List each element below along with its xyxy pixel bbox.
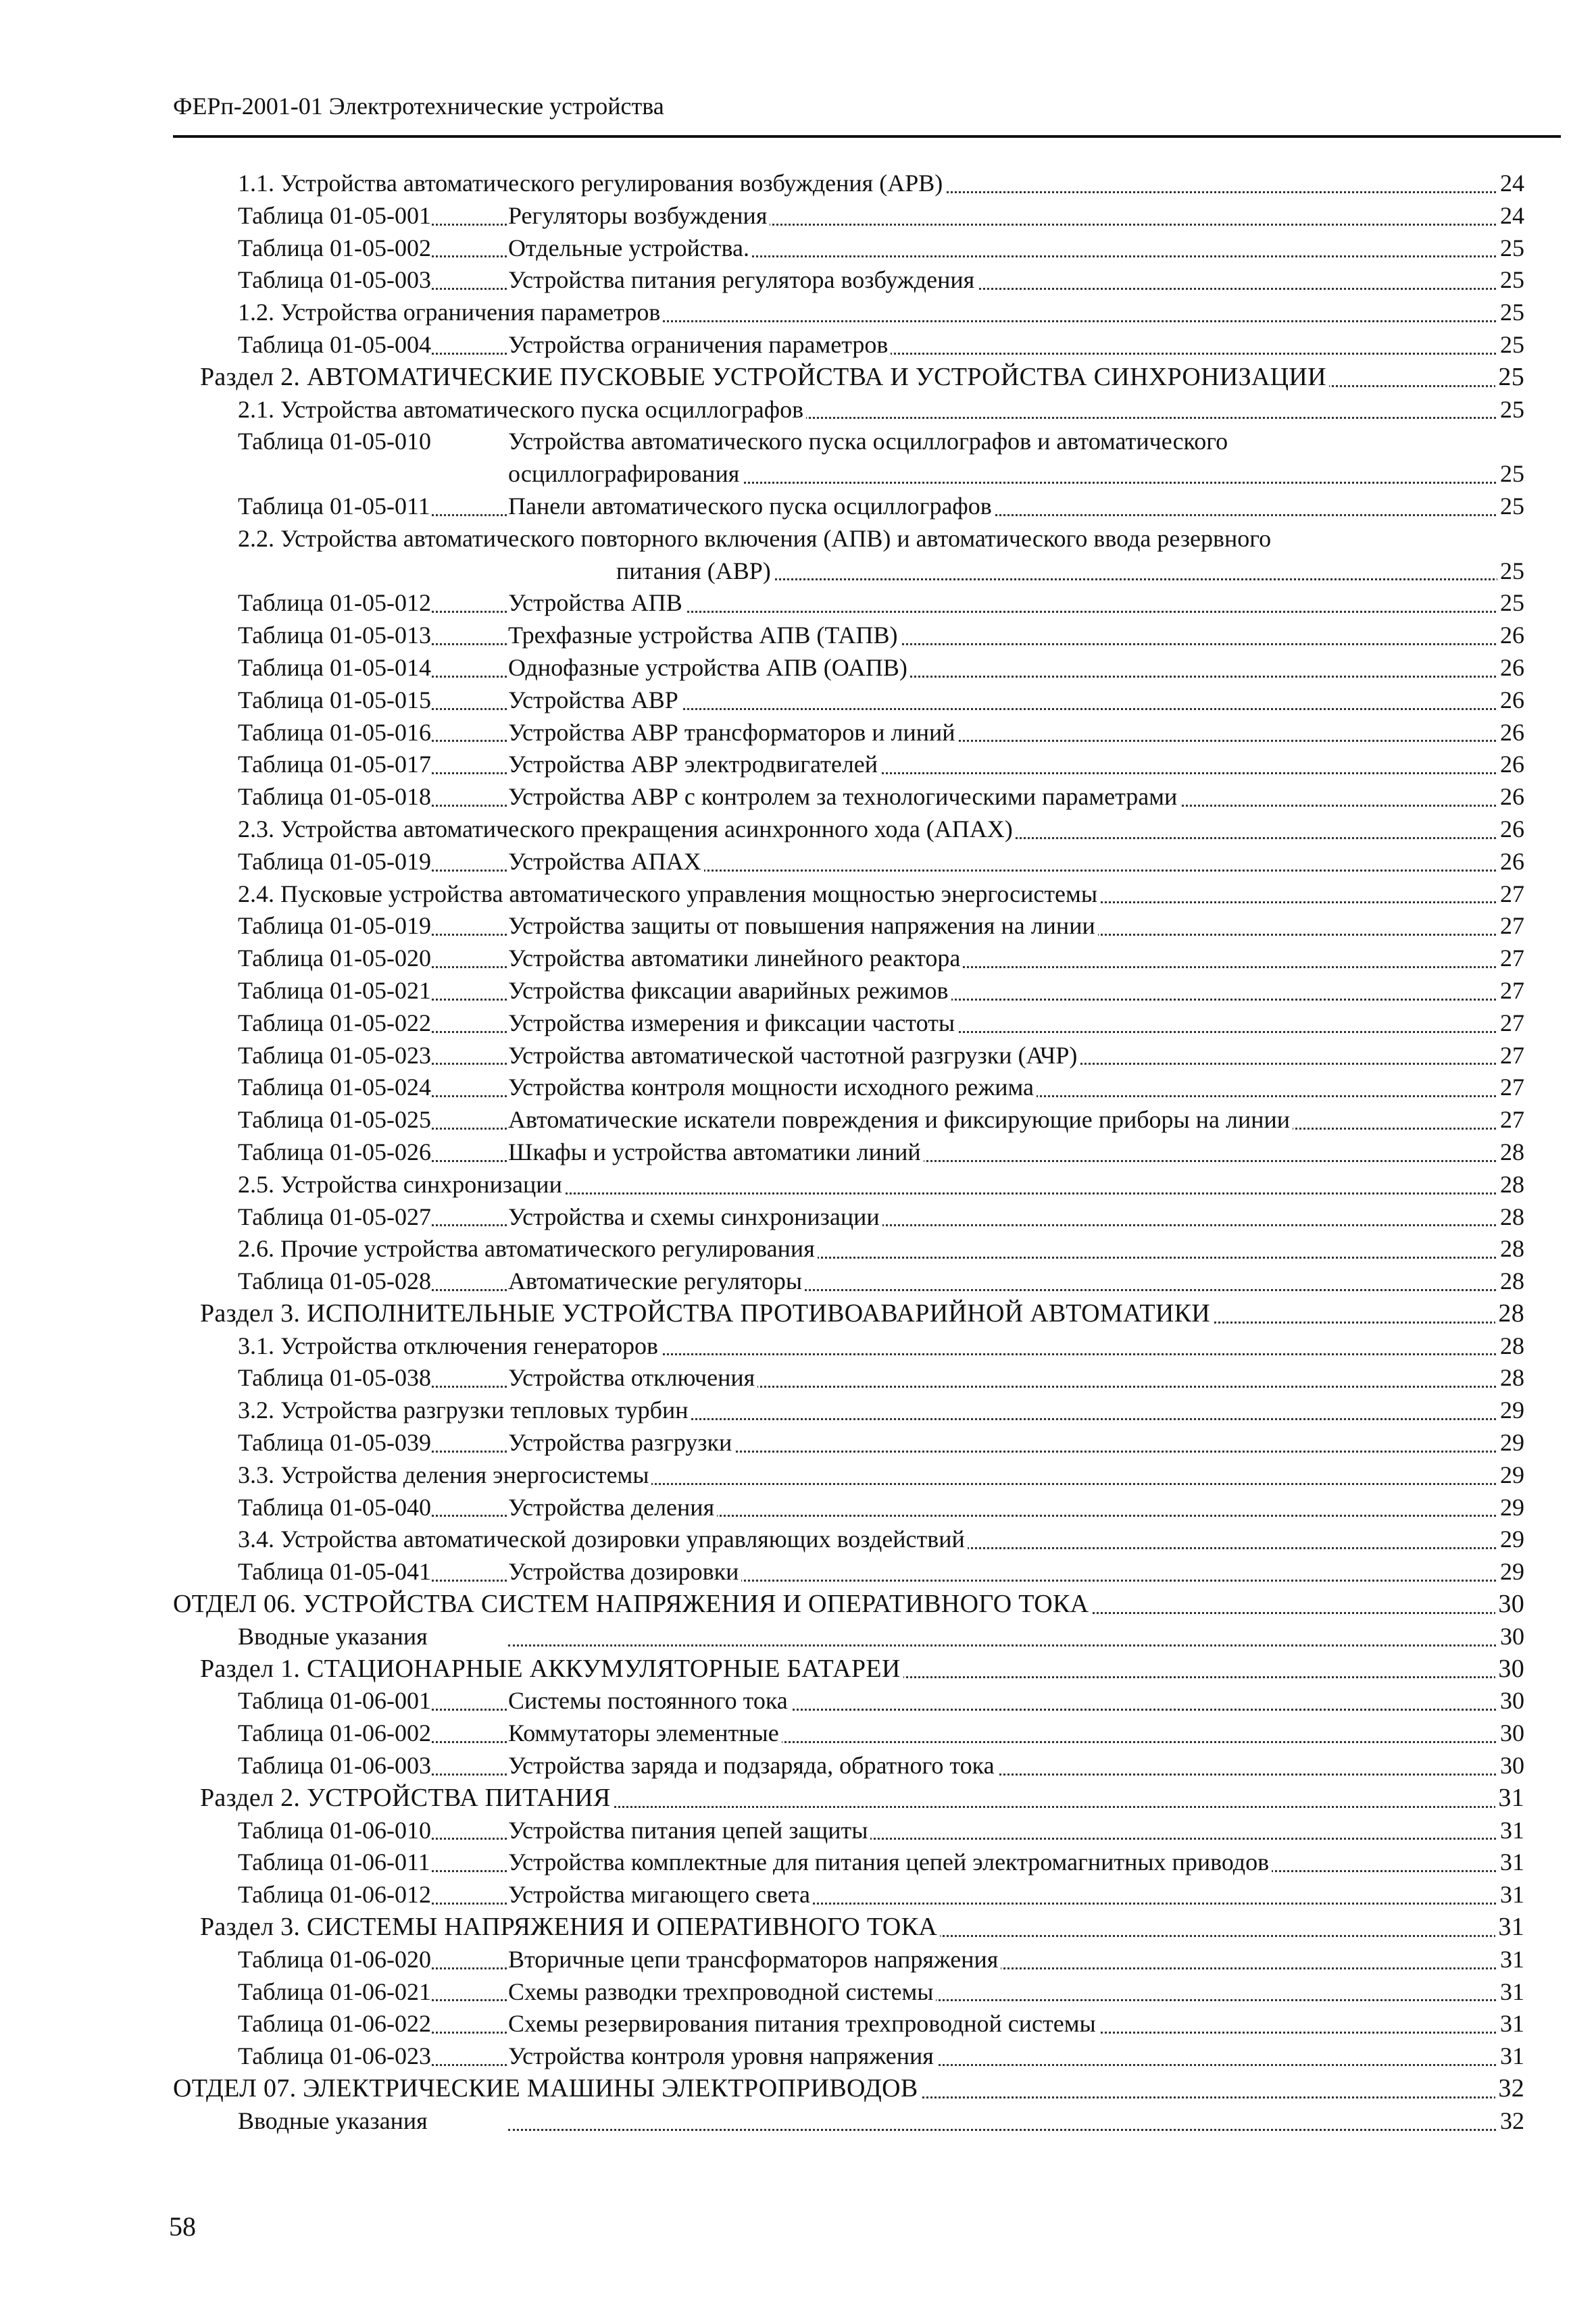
toc-entry-page: 26 bbox=[1497, 717, 1524, 749]
toc-entry-page: 28 bbox=[1497, 1136, 1524, 1169]
toc-entry-label: Таблица 01-05-028 bbox=[238, 1265, 431, 1298]
toc-entry bbox=[173, 297, 1524, 329]
toc-entry-title: Устройства АВР bbox=[508, 684, 681, 717]
toc-entry-title: Устройства отключения bbox=[508, 1362, 757, 1394]
toc-entry-title: ОТДЕЛ 07. ЭЛЕКТРИЧЕСКИЕ МАШИНЫ ЭЛЕКТРОПРИВОДОВ bbox=[173, 2073, 921, 2105]
toc-entry-page: 32 bbox=[1495, 2073, 1524, 2105]
toc-entry-label: Таблица 01-05-013 bbox=[238, 620, 431, 652]
toc-entry-page: 28 bbox=[1497, 1362, 1524, 1394]
toc-entry-title: 2.5. Устройства синхронизации bbox=[238, 1169, 565, 1201]
toc-entry-label: Таблица 01-05-014 bbox=[238, 652, 431, 684]
toc-entry-title: Однофазные устройства АПВ (ОАПВ) bbox=[508, 652, 910, 684]
toc-entry-page: 28 bbox=[1497, 1169, 1524, 1201]
toc-entry-title: Устройства питания регулятора возбуждения bbox=[508, 264, 977, 297]
toc-entry-title: Схемы разводки трехпроводной системы bbox=[508, 1976, 936, 2009]
toc-entry-title: Устройства разгрузки bbox=[508, 1427, 734, 1459]
toc-entry-title: Устройства автоматической частотной разгрузки (АЧР) bbox=[508, 1040, 1080, 1072]
toc-entry-label: Таблица 01-05-017 bbox=[238, 749, 431, 781]
toc-entry-title: Устройства комплектные для питания цепей электромагнитных приводов bbox=[508, 1846, 1272, 1879]
toc-entry-title: 1.2. Устройства ограничения параметров bbox=[238, 297, 663, 329]
toc-entry-label: Таблица 01-05-012 bbox=[238, 587, 431, 620]
toc-entry bbox=[173, 1072, 1524, 1104]
toc-entry bbox=[173, 1394, 1524, 1427]
toc-entry-title: Устройства и схемы синхронизации bbox=[508, 1201, 882, 1234]
toc-entry-label: Таблица 01-05-026 bbox=[238, 1136, 431, 1169]
toc-entry-page: 26 bbox=[1497, 749, 1524, 781]
toc-entry-page: 25 bbox=[1497, 232, 1524, 265]
toc-entry bbox=[173, 1782, 1524, 1815]
toc-entry bbox=[173, 942, 1524, 975]
toc-entry-title: Раздел 3. ИСПОЛНИТЕЛЬНЫЕ УСТРОЙСТВА ПРОТИВОАВАРИЙНОЙ АВТОМАТИКИ bbox=[200, 1298, 1213, 1330]
toc-entry-label: Таблица 01-06-020 bbox=[238, 1944, 431, 1976]
toc-entry bbox=[173, 878, 1524, 911]
toc-entry bbox=[173, 1976, 1524, 2009]
toc-entry-title: Панели автоматического пуска осциллографов bbox=[508, 491, 995, 523]
toc-entry-title: Трехфазные устройства АПВ (ТАПВ) bbox=[508, 620, 901, 652]
toc-entry-page: 30 bbox=[1497, 1621, 1524, 1653]
toc-entry-title: Устройства АВР электродвигателей bbox=[508, 749, 880, 781]
toc-entry-label: Таблица 01-05-040 bbox=[238, 1492, 431, 1524]
toc-entry bbox=[173, 1717, 1524, 1750]
toc-entry-label: Таблица 01-05-023 bbox=[238, 1040, 431, 1072]
toc-entry-label: Таблица 01-05-003 bbox=[238, 264, 431, 297]
toc-entry-page: 26 bbox=[1497, 684, 1524, 717]
toc-entry bbox=[173, 587, 1524, 620]
toc-entry-title: Устройства защиты от повышения напряжения на линии bbox=[508, 910, 1098, 942]
toc-entry-page: 27 bbox=[1497, 1007, 1524, 1040]
toc-entry bbox=[173, 1136, 1524, 1169]
toc-entry bbox=[173, 394, 1524, 426]
toc-entry-label: Таблица 01-05-041 bbox=[238, 1556, 431, 1588]
toc-entry-title: 3.2. Устройства разгрузки тепловых турбин bbox=[238, 1394, 691, 1427]
toc-entry-page: 24 bbox=[1497, 200, 1524, 232]
toc-entry-page: 24 bbox=[1497, 168, 1524, 200]
toc-entry-title: Коммутаторы элементные bbox=[508, 1717, 782, 1750]
toc-entry-page: 29 bbox=[1497, 1524, 1524, 1556]
toc-entry bbox=[173, 1265, 1524, 1298]
toc-entry-title: Устройства АВР трансформаторов и линий bbox=[508, 717, 958, 749]
toc-entry bbox=[173, 1621, 1524, 1653]
toc-entry-page: 27 bbox=[1497, 942, 1524, 975]
toc-entry-page: 26 bbox=[1497, 813, 1524, 846]
page-number: 58 bbox=[169, 2211, 196, 2242]
toc-entry-page: 31 bbox=[1497, 2040, 1524, 2073]
toc-entry-title: Регуляторы возбуждения bbox=[508, 200, 770, 232]
toc-entry bbox=[173, 2105, 1524, 2138]
toc-entry-label: Таблица 01-05-038 bbox=[238, 1362, 431, 1394]
toc-entry-title: Отдельные устройства. bbox=[508, 232, 752, 265]
toc-leader bbox=[508, 2129, 1524, 2131]
toc-entry-page: 28 bbox=[1497, 1233, 1524, 1265]
toc-entry-page: 25 bbox=[1495, 361, 1524, 394]
toc-entry bbox=[173, 620, 1524, 652]
toc-entry bbox=[173, 1524, 1524, 1556]
toc-entry-page: 30 bbox=[1495, 1653, 1524, 1686]
toc-entry-page: 27 bbox=[1497, 1040, 1524, 1072]
toc-entry-label: Таблица 01-05-025 bbox=[238, 1104, 431, 1136]
toc-entry-page: 31 bbox=[1495, 1782, 1524, 1815]
toc-entry-title: Устройства заряда и подзаряда, обратного тока bbox=[508, 1750, 997, 1782]
toc-entry bbox=[173, 232, 1524, 265]
toc-entry-page: 29 bbox=[1497, 1394, 1524, 1427]
toc-entry-page: 27 bbox=[1497, 1104, 1524, 1136]
toc-entry bbox=[173, 491, 1524, 523]
toc-entry-page: 31 bbox=[1497, 1815, 1524, 1847]
toc-entry-page: 29 bbox=[1497, 1427, 1524, 1459]
toc-entry-page: 26 bbox=[1497, 781, 1524, 813]
table-of-contents bbox=[173, 168, 1524, 2138]
toc-entry bbox=[173, 264, 1524, 297]
toc-entry bbox=[173, 200, 1524, 232]
toc-entry-title: 3.4. Устройства автоматической дозировки управляющих воздействий bbox=[238, 1524, 968, 1556]
toc-leader bbox=[508, 1644, 1524, 1646]
toc-entry bbox=[173, 846, 1524, 878]
toc-entry-title: Устройства фиксации аварийных режимов bbox=[508, 975, 951, 1007]
toc-entry-label: Таблица 01-05-016 bbox=[238, 717, 431, 749]
toc-entry-label: Таблица 01-05-027 bbox=[238, 1201, 431, 1234]
toc-entry-page: 30 bbox=[1495, 1588, 1524, 1621]
toc-entry-page: 27 bbox=[1497, 975, 1524, 1007]
toc-entry bbox=[173, 1104, 1524, 1136]
toc-entry-label: Таблица 01-05-004 bbox=[238, 329, 431, 361]
toc-entry bbox=[173, 781, 1524, 813]
toc-entry bbox=[173, 684, 1524, 717]
toc-entry-page: 27 bbox=[1497, 878, 1524, 911]
toc-entry bbox=[173, 2040, 1524, 2073]
toc-entry-title: осциллографирования bbox=[508, 458, 742, 491]
toc-entry-label: Таблица 01-05-024 bbox=[238, 1072, 431, 1104]
toc-entry bbox=[173, 749, 1524, 781]
toc-entry bbox=[173, 1653, 1524, 1686]
toc-entry-page: 25 bbox=[1497, 329, 1524, 361]
toc-entry-label: Таблица 01-06-023 bbox=[238, 2040, 431, 2073]
toc-entry bbox=[173, 1007, 1524, 1040]
toc-entry-label: Таблица 01-06-011 bbox=[238, 1846, 430, 1879]
toc-entry-page: 27 bbox=[1497, 910, 1524, 942]
toc-entry-title: 2.4. Пусковые устройства автоматического управления мощностью энергосистемы bbox=[238, 878, 1100, 911]
toc-entry-label: Таблица 01-06-001 bbox=[238, 1685, 431, 1717]
toc-entry-page: 31 bbox=[1497, 2008, 1524, 2040]
toc-entry bbox=[173, 2073, 1524, 2105]
toc-entry bbox=[173, 1588, 1524, 1621]
toc-entry-page: 30 bbox=[1497, 1685, 1524, 1717]
toc-entry-page: 28 bbox=[1495, 1298, 1524, 1330]
toc-entry-label: Таблица 01-05-021 bbox=[238, 975, 431, 1007]
toc-entry bbox=[173, 652, 1524, 684]
toc-entry-page: 26 bbox=[1497, 620, 1524, 652]
toc-entry bbox=[173, 910, 1524, 942]
toc-entry-page: 28 bbox=[1497, 1201, 1524, 1234]
toc-entry bbox=[173, 1233, 1524, 1265]
toc-entry bbox=[173, 717, 1524, 749]
toc-entry bbox=[173, 1846, 1524, 1879]
toc-entry-page: 25 bbox=[1497, 297, 1524, 329]
toc-entry-title: Устройства контроля мощности исходного режима bbox=[508, 1072, 1037, 1104]
toc-entry-title: Схемы резервирования питания трехпроводной системы bbox=[508, 2008, 1099, 2040]
toc-entry-title: Устройства измерения и фиксации частоты bbox=[508, 1007, 957, 1040]
toc-entry-title: 3.3. Устройства деления энергосистемы bbox=[238, 1459, 651, 1492]
toc-entry-title: 1.1. Устройства автоматического регулирования возбуждения (АРВ) bbox=[238, 168, 945, 200]
toc-entry bbox=[173, 1330, 1524, 1363]
toc-entry-label: Таблица 01-05-018 bbox=[238, 781, 431, 813]
toc-entry bbox=[173, 1911, 1524, 1944]
toc-entry bbox=[173, 1459, 1524, 1492]
toc-entry bbox=[173, 1815, 1524, 1847]
toc-entry-title: Устройства автоматического пуска осциллографов и автоматического bbox=[508, 426, 1230, 458]
toc-entry-page: 25 bbox=[1497, 587, 1524, 620]
toc-entry bbox=[173, 1556, 1524, 1588]
page-header bbox=[173, 86, 1561, 138]
toc-entry-title: Раздел 2. АВТОМАТИЧЕСКИЕ ПУСКОВЫЕ УСТРОЙСТВА И УСТРОЙСТВА СИНХРОНИЗАЦИИ bbox=[200, 361, 1329, 394]
toc-entry bbox=[173, 555, 1524, 588]
toc-entry-label: Таблица 01-05-001 bbox=[238, 200, 431, 232]
toc-entry-title: Шкафы и устройства автоматики линий bbox=[508, 1136, 924, 1169]
toc-entry-page: 31 bbox=[1495, 1911, 1524, 1944]
toc-entry-page: 29 bbox=[1497, 1556, 1524, 1588]
toc-entry-title: 2.1. Устройства автоматического пуска осциллографов bbox=[238, 394, 806, 426]
toc-entry-title: Устройства деления bbox=[508, 1492, 717, 1524]
toc-entry bbox=[173, 1362, 1524, 1394]
toc-entry bbox=[173, 168, 1524, 200]
toc-entry-title: Системы постоянного тока bbox=[508, 1685, 791, 1717]
toc-entry bbox=[173, 1040, 1524, 1072]
toc-entry-page: 31 bbox=[1497, 1976, 1524, 2009]
toc-entry-page: 31 bbox=[1497, 1846, 1524, 1879]
toc-entry-page: 25 bbox=[1497, 555, 1524, 588]
toc-entry bbox=[173, 1750, 1524, 1782]
toc-entry-title: Устройства АПВ bbox=[508, 587, 685, 620]
toc-entry-title: Раздел 1. СТАЦИОНАРНЫЕ АККУМУЛЯТОРНЫЕ БАТАРЕИ bbox=[200, 1653, 903, 1686]
toc-entry-title: 2.2. Устройства автоматического повторного включения (АПВ) и автоматического ввода резервного bbox=[238, 523, 1274, 555]
toc-entry bbox=[173, 1427, 1524, 1459]
toc-entry-title: 2.6. Прочие устройства автоматического регулирования bbox=[238, 1233, 818, 1265]
toc-entry bbox=[173, 1879, 1524, 1911]
toc-entry-page: 25 bbox=[1497, 458, 1524, 491]
toc-entry bbox=[173, 1201, 1524, 1234]
toc-entry-page: 26 bbox=[1497, 652, 1524, 684]
toc-entry-label: Таблица 01-06-002 bbox=[238, 1717, 431, 1750]
toc-entry bbox=[173, 329, 1524, 361]
toc-entry-title: 3.1. Устройства отключения генераторов bbox=[238, 1330, 661, 1363]
toc-entry-page: 30 bbox=[1497, 1717, 1524, 1750]
toc-entry-label: Таблица 01-06-021 bbox=[238, 1976, 431, 2009]
toc-entry-label: Таблица 01-05-039 bbox=[238, 1427, 431, 1459]
toc-entry-title: Устройства контроля уровня напряжения bbox=[508, 2040, 937, 2073]
toc-entry-label: Таблица 01-06-010 bbox=[238, 1815, 431, 1847]
toc-entry bbox=[173, 2008, 1524, 2040]
toc-entry-label: Таблица 01-05-019 bbox=[238, 846, 431, 878]
toc-entry-page: 26 bbox=[1497, 846, 1524, 878]
toc-entry bbox=[173, 458, 1524, 491]
toc-entry-title: ОТДЕЛ 06. УСТРОЙСТВА СИСТЕМ НАПРЯЖЕНИЯ И ОПЕРАТИВНОГО ТОКА bbox=[173, 1588, 1091, 1621]
toc-entry-label: Таблица 01-05-011 bbox=[238, 491, 430, 523]
toc-entry-label: Таблица 01-05-015 bbox=[238, 684, 431, 717]
toc-entry-page: 31 bbox=[1497, 1879, 1524, 1911]
toc-entry-page: 28 bbox=[1497, 1330, 1524, 1363]
toc-entry bbox=[173, 361, 1524, 394]
toc-entry-page: 28 bbox=[1497, 1265, 1524, 1298]
toc-entry-page: 32 bbox=[1497, 2105, 1524, 2138]
toc-entry-page: 30 bbox=[1497, 1750, 1524, 1782]
toc-entry-page: 29 bbox=[1497, 1492, 1524, 1524]
toc-entry bbox=[173, 1298, 1524, 1330]
toc-entry-title: Устройства мигающего света bbox=[508, 1879, 813, 1911]
toc-entry-label: Таблица 01-06-003 bbox=[238, 1750, 431, 1782]
toc-entry-title: Устройства ограничения параметров bbox=[508, 329, 891, 361]
toc-entry-title: питания (АВР) bbox=[616, 555, 774, 588]
toc-entry-title: Устройства питания цепей защиты bbox=[508, 1815, 870, 1847]
toc-entry-title: Устройства АПАХ bbox=[508, 846, 704, 878]
toc-entry-title: Раздел 3. СИСТЕМЫ НАПРЯЖЕНИЯ И ОПЕРАТИВНОГО ТОКА bbox=[200, 1911, 940, 1944]
toc-entry-title: Раздел 2. УСТРОЙСТВА ПИТАНИЯ bbox=[200, 1782, 614, 1815]
toc-entry bbox=[173, 813, 1524, 846]
toc-entry bbox=[173, 523, 1524, 555]
toc-entry-label: Таблица 01-05-002 bbox=[238, 232, 431, 265]
toc-entry-title: Устройства автоматики линейного реактора bbox=[508, 942, 963, 975]
toc-entry-label: Вводные указания bbox=[238, 1621, 428, 1653]
toc-entry bbox=[173, 1685, 1524, 1717]
toc-entry bbox=[173, 1492, 1524, 1524]
toc-entry-label: Таблица 01-05-022 bbox=[238, 1007, 431, 1040]
toc-entry-label: Таблица 01-06-022 bbox=[238, 2008, 431, 2040]
toc-entry-page: 29 bbox=[1497, 1459, 1524, 1492]
header-title: ФЕРп-2001-01 Электротехнические устройства bbox=[173, 93, 664, 120]
toc-entry bbox=[173, 426, 1524, 458]
toc-entry-title: 2.3. Устройства автоматического прекращения асинхронного хода (АПАХ) bbox=[238, 813, 1016, 846]
toc-entry-label: Таблица 01-05-019 bbox=[238, 910, 431, 942]
toc-entry-label: Вводные указания bbox=[238, 2105, 428, 2138]
toc-entry-title: Автоматические регуляторы bbox=[508, 1265, 805, 1298]
toc-entry bbox=[173, 975, 1524, 1007]
toc-entry-page: 25 bbox=[1497, 491, 1524, 523]
toc-entry-label: Таблица 01-05-020 bbox=[238, 942, 431, 975]
toc-entry-page: 25 bbox=[1497, 394, 1524, 426]
toc-entry-title: Вторичные цепи трансформаторов напряжения bbox=[508, 1944, 1001, 1976]
toc-entry bbox=[173, 1169, 1524, 1201]
toc-entry-page: 31 bbox=[1497, 1944, 1524, 1976]
toc-entry-label: Таблица 01-06-012 bbox=[238, 1879, 431, 1911]
toc-entry-title: Автоматические искатели повреждения и фиксирующие приборы на линии bbox=[508, 1104, 1293, 1136]
toc-entry-label: Таблица 01-05-010 bbox=[238, 426, 431, 458]
toc-entry-title: Устройства дозировки bbox=[508, 1556, 741, 1588]
toc-entry bbox=[173, 1944, 1524, 1976]
toc-entry-page: 25 bbox=[1497, 264, 1524, 297]
toc-entry-title: Устройства АВР с контролем за технологическими параметрами bbox=[508, 781, 1180, 813]
toc-entry-page: 27 bbox=[1497, 1072, 1524, 1104]
